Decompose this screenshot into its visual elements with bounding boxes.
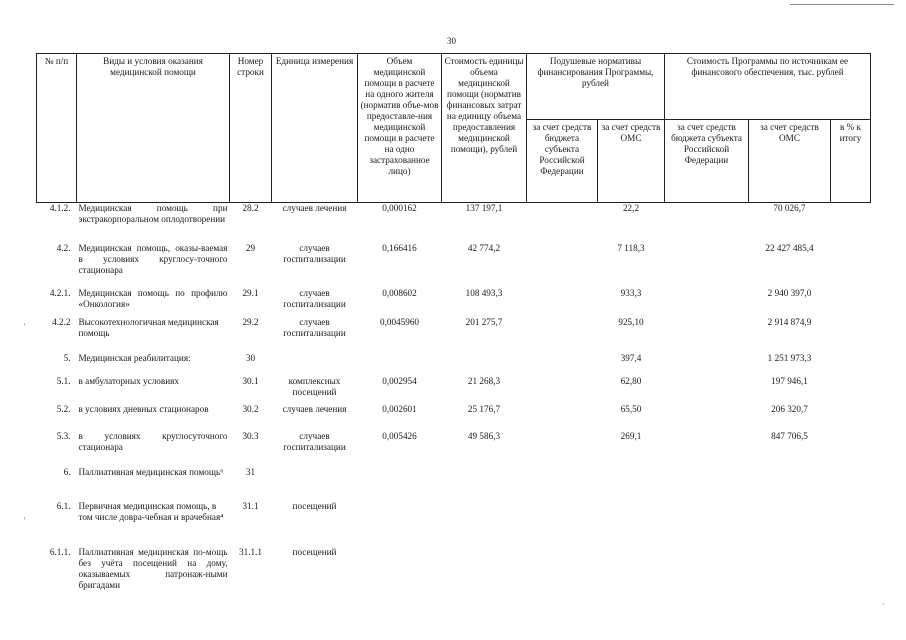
row-pct — [831, 243, 871, 288]
row-unit: посещений — [292, 546, 337, 557]
table-row — [37, 501, 871, 547]
row-line: 29.1 — [242, 287, 259, 298]
row-cost — [442, 547, 527, 595]
row-budget-2 — [665, 501, 749, 547]
row-pct — [831, 288, 871, 317]
row-line: 29.2 — [242, 316, 259, 327]
row-cost: 21 268,3 — [467, 375, 501, 386]
table-row — [37, 431, 871, 467]
table-body — [37, 203, 871, 595]
row-unit: случаев лечения — [282, 403, 347, 414]
row-unit: случаев лечения — [282, 203, 347, 213]
table-row — [37, 547, 871, 595]
row-line: 30.1 — [242, 375, 259, 386]
scan-speck: ' — [24, 322, 26, 331]
scan-speck: · — [882, 600, 885, 609]
row-cost — [442, 501, 527, 547]
table-row — [37, 203, 871, 243]
row-name: Паллиативная медицинская помощь⁶ — [78, 466, 224, 477]
row-budget-1 — [527, 467, 598, 501]
header-line: Номер строки — [230, 54, 272, 203]
row-pct — [831, 404, 871, 431]
row-volume: 0,166416 — [382, 242, 417, 253]
row-budget-1 — [527, 547, 598, 595]
row-budget-2 — [665, 243, 749, 288]
scan-artifact-line — [790, 4, 894, 5]
row-volume: 0,002954 — [382, 375, 417, 386]
row-budget-1 — [527, 203, 598, 243]
row-cost: 201 275,7 — [465, 316, 503, 327]
row-name: Первичная медицинская помощь, в том числе довра-чебная и врачебная⁴ — [78, 500, 224, 522]
financing-table — [36, 53, 871, 595]
header-cost: Стоимость единицы объема медицинской помощи (норматив финансовых затрат на единицу объема предоставления медицинской помощи), рублей — [442, 54, 527, 203]
row-oms — [598, 501, 665, 547]
row-pct — [831, 547, 871, 595]
table-row — [37, 467, 871, 501]
row-oms — [598, 547, 665, 595]
header-oms-2: за счет средств ОМС — [749, 120, 831, 203]
row-budget-1 — [527, 243, 598, 288]
row-total: 206 320,7 — [771, 403, 808, 414]
row-pct — [831, 376, 871, 404]
row-oms: 22,2 — [622, 203, 640, 213]
row-total: 1 251 973,3 — [767, 352, 812, 363]
row-budget-2 — [665, 547, 749, 595]
table-row — [37, 376, 871, 404]
row-num: 6.1. — [56, 500, 71, 511]
row-line: 31.1.1 — [239, 546, 262, 557]
header-budget-2: за счет средств бюджета субъекта Российской Федерации — [665, 120, 749, 203]
table-row — [37, 243, 871, 288]
header-oms-1: за счет средств ОМС — [598, 120, 665, 203]
row-name: в амбулаторных условиях — [78, 375, 179, 386]
row-total: 22 427 485,4 — [765, 242, 814, 253]
row-pct — [831, 431, 871, 467]
row-num: 5.2. — [56, 403, 71, 414]
row-unit: случаев госпитализации — [283, 430, 346, 452]
row-line: 30.2 — [242, 403, 259, 414]
row-unit: случаев госпитализации — [283, 287, 346, 309]
row-budget-2 — [665, 288, 749, 317]
row-num: 5.3. — [56, 430, 71, 441]
row-num: 4.1.2. — [49, 203, 71, 213]
row-pct — [831, 467, 871, 501]
row-cost — [442, 467, 527, 501]
row-unit — [272, 353, 358, 376]
row-oms: 65,50 — [620, 403, 642, 414]
row-budget-1 — [527, 376, 598, 404]
row-num: 4.2.2 — [52, 316, 71, 327]
row-unit: случаев госпитализации — [283, 316, 346, 338]
row-unit: комплексных посещений — [288, 375, 341, 397]
row-budget-2 — [665, 404, 749, 431]
row-num: 4.2. — [56, 242, 71, 253]
header-unit: Единица измерения — [272, 54, 358, 203]
table-row — [37, 288, 871, 317]
row-num: 6.1.1. — [49, 546, 71, 557]
row-cost: 25 176,7 — [467, 403, 501, 414]
row-line: 31 — [245, 466, 256, 477]
row-volume — [358, 547, 442, 595]
row-volume: 0,000162 — [382, 203, 417, 213]
row-budget-2 — [665, 353, 749, 376]
row-budget-1 — [527, 288, 598, 317]
row-budget-1 — [527, 317, 598, 353]
page-number: 30 — [447, 36, 456, 46]
row-volume — [358, 501, 442, 547]
row-cost: 108 493,3 — [465, 287, 503, 298]
row-pct — [831, 317, 871, 353]
row-pct — [831, 203, 871, 243]
row-pct — [831, 501, 871, 547]
row-volume: 0,002601 — [382, 403, 417, 414]
row-name: в условиях дневных стационаров — [78, 403, 209, 414]
row-total: 70 026,7 — [773, 203, 806, 213]
row-cost: 49 586,3 — [467, 430, 501, 441]
row-volume — [358, 353, 442, 376]
row-name: Медицинская помощь по профилю «Онкология» — [78, 287, 228, 309]
row-total: 197 946,1 — [771, 375, 808, 386]
row-unit: случаев госпитализации — [283, 242, 346, 264]
row-volume: 0,005426 — [382, 430, 417, 441]
table-row — [37, 404, 871, 431]
row-num: 5. — [63, 352, 71, 363]
row-cost — [442, 353, 527, 376]
row-unit — [272, 467, 358, 501]
row-name: Паллиативная медицинская по-мощь без учёта посещений на дому, оказываемых патронаж-ными бригадами — [78, 546, 228, 590]
row-oms: 397,4 — [620, 352, 642, 363]
row-line: 28.2 — [242, 203, 259, 213]
header-program: Стоимость Программы по источникам ее финансового обеспечения, тыс. рублей — [665, 54, 871, 120]
row-line: 30.3 — [242, 430, 259, 441]
row-budget-2 — [665, 467, 749, 501]
row-total: 847 706,5 — [771, 430, 808, 441]
table-row — [37, 353, 871, 376]
table-row — [37, 317, 871, 353]
row-volume: 0,008602 — [382, 287, 417, 298]
row-total — [749, 501, 831, 547]
row-budget-2 — [665, 431, 749, 467]
row-oms: 925,10 — [618, 316, 644, 327]
row-oms: 7 118,3 — [617, 242, 645, 253]
row-total: 2 940 397,0 — [767, 287, 812, 298]
header-pct: в % к итогу — [831, 120, 871, 203]
row-volume: 0,0045960 — [379, 316, 420, 327]
row-budget-1 — [527, 353, 598, 376]
row-oms: 62,80 — [620, 375, 642, 386]
row-oms — [598, 467, 665, 501]
header-budget-1: за счет средств бюджета субъекта Российской Федерации — [527, 120, 598, 203]
header-kind: Виды и условия оказания медицинской помощи — [77, 54, 230, 203]
row-budget-1 — [527, 431, 598, 467]
row-budget-2 — [665, 317, 749, 353]
row-line: 29 — [245, 242, 256, 253]
row-name: Медицинская помощь, оказы-ваемая в условиях круглосу-точного стационара — [78, 242, 228, 275]
row-budget-2 — [665, 376, 749, 404]
row-name: в условиях круглосуточного стационара — [78, 430, 228, 452]
header-volume: Объем медицинской помощи в расчете на одного жителя (норматив объе-мов предоставле-ния медицинской помощи в расчете на одно застрахованное лицо) — [358, 54, 442, 203]
row-pct — [831, 353, 871, 376]
header-num: № п/п — [37, 54, 77, 203]
row-num: 5.1. — [56, 375, 71, 386]
header-per-capita: Подушевые нормативы финансирования Программы, рублей — [527, 54, 665, 120]
row-cost: 137 197,1 — [465, 203, 503, 213]
row-unit: посещений — [292, 500, 337, 511]
row-budget-2 — [665, 203, 749, 243]
row-oms: 269,1 — [620, 430, 642, 441]
scan-speck: ' — [24, 516, 26, 525]
row-num: 4.2.1. — [49, 287, 71, 298]
row-total — [749, 547, 831, 595]
row-budget-1 — [527, 501, 598, 547]
row-name: Медицинская реабилитация: — [78, 352, 191, 363]
row-num: 6. — [63, 466, 71, 477]
row-volume — [358, 467, 442, 501]
row-cost: 42 774,2 — [467, 242, 501, 253]
row-line: 31.1 — [242, 500, 259, 511]
row-name: Медицинская помощь при экстракорпоральном оплодотворении — [78, 203, 228, 224]
row-name: Высокотехнологичная медицинская помощь — [78, 316, 219, 338]
row-budget-1 — [527, 404, 598, 431]
row-total: 2 914 874,9 — [767, 316, 812, 327]
row-total — [749, 467, 831, 501]
row-line: 30 — [245, 352, 256, 363]
row-oms: 933,3 — [620, 287, 642, 298]
